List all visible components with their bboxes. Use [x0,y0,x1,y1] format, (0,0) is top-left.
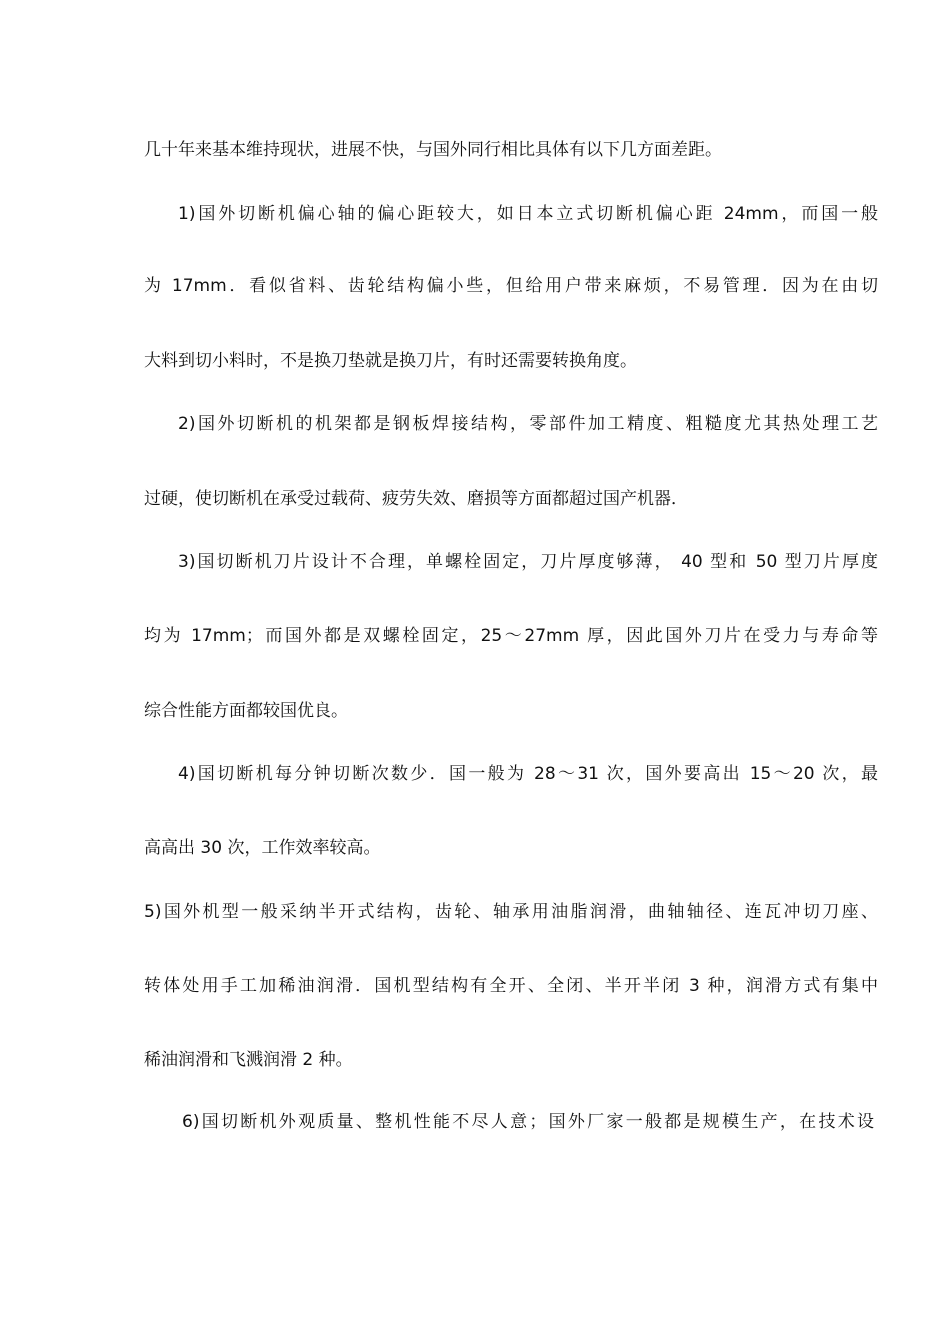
text-line-6: 过硬，使切断机在承受过载荷、疲劳失效、磨损等方面都超过国产机器． [144,489,688,509]
text-line-15: 6)国切断机外观质量、整机性能不尽人意；国外厂家一般都是规模生产，在技术设 [182,1112,874,1132]
text-line-5: 2)国外切断机的机架都是钢板焊接结构，零部件加工精度、粗糙度尤其热处理工艺 [178,414,878,434]
text-line-12: 5)国外机型一般采纳半开式结构，齿轮、轴承用油脂润滑，曲轴轴径、连瓦冲切刀座、 [144,902,878,922]
text-line-1: 几十年来基本维持现状，进展不快，与国外同行相比具体有以下几方面差距。 [144,140,722,160]
text-line-4: 大料到切小料时，不是换刀垫就是换刀片，有时还需要转换角度。 [144,351,637,371]
text-line-9: 综合性能方面都较国优良。 [144,701,348,721]
text-line-13: 转体处用手工加稀油润滑．国机型结构有全开、全闭、半开半闭 3 种，润滑方式有集中 [144,976,878,996]
text-line-11: 高高出 30 次，工作效率较高。 [144,838,381,858]
text-line-7: 3)国切断机刀片设计不合理，单螺栓固定，刀片厚度够薄， 40 型和 50 型刀片厚度 [178,552,878,572]
text-line-2: 1)国外切断机偏心轴的偏心距较大，如日本立式切断机偏心距 24mm，而国一般 [178,204,878,224]
text-line-3: 为 17mm．看似省料、齿轮结构偏小些，但给用户带来麻烦，不易管理．因为在由切 [144,276,878,296]
text-line-14: 稀油润滑和飞溅润滑 2 种。 [144,1050,353,1070]
text-line-8: 均为 17mm；而国外都是双螺栓固定，25～27mm 厚，因此国外刀片在受力与寿命等 [144,626,878,646]
text-line-10: 4)国切断机每分钟切断次数少．国一般为 28～31 次，国外要高出 15～20 次，最 [178,764,878,784]
